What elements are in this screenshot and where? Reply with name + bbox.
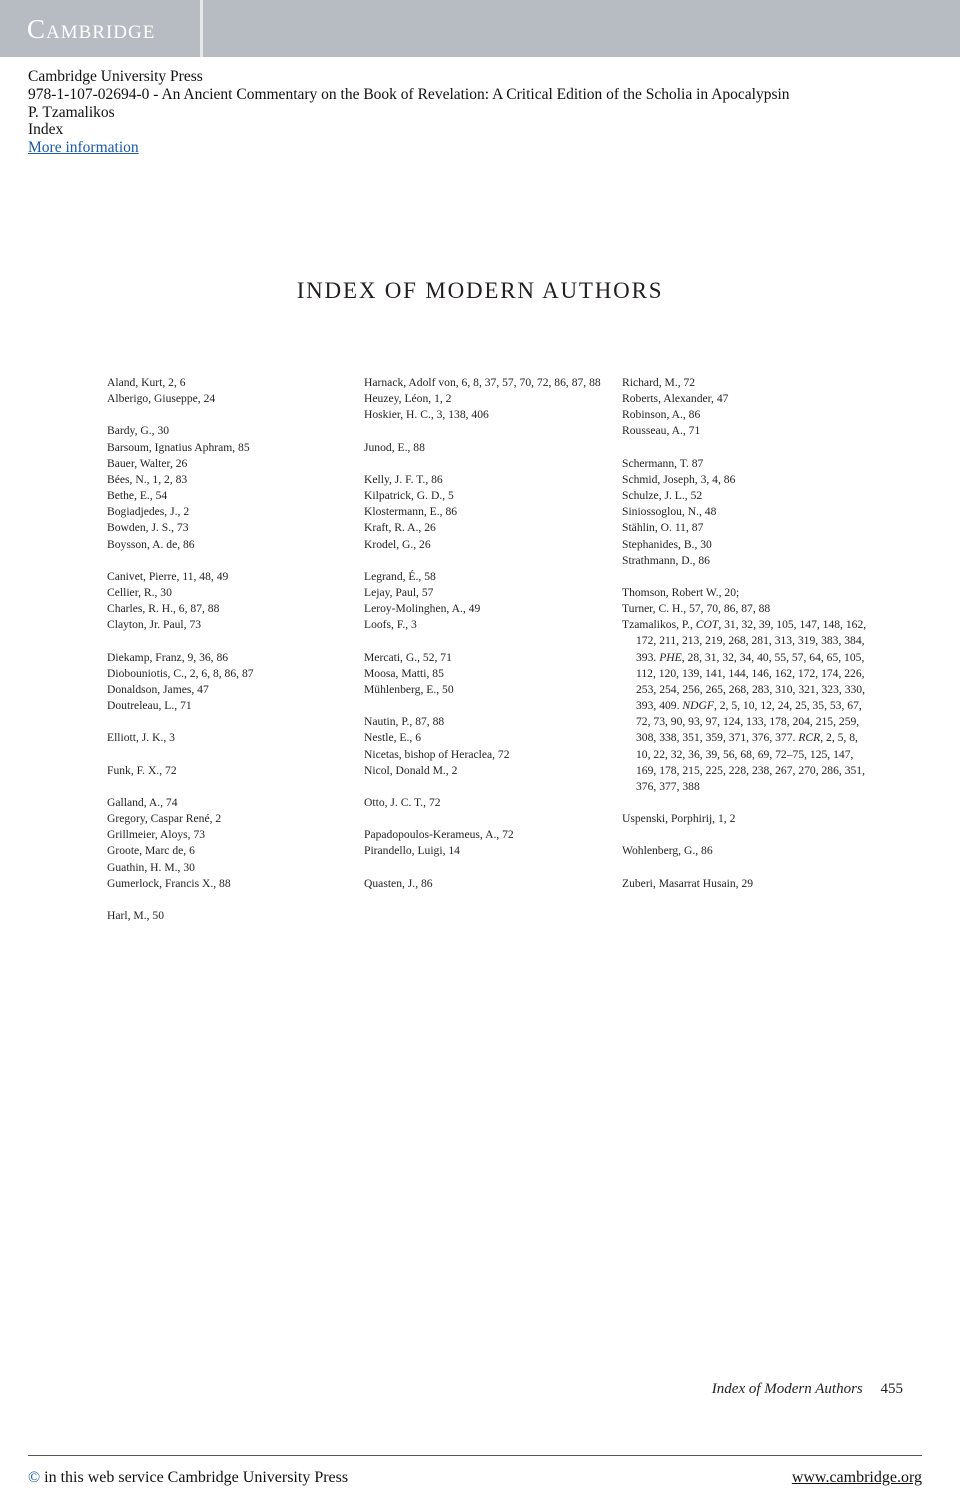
- index-spacer: [107, 633, 347, 649]
- index-entry: Tzamalikos, P., COT, 31, 32, 39, 105, 147, 148, 162, 172, 211, 213, 219, 268, 281, 313, 319, 383, 384, 393. PHE, 28, 31, 32, 34, 40, 55, 57, 64, 65, 105, 112, 120, 139, 141, 144, 146, 162, 172, 174, 226, 253, 254, 256, 265, 268, 283, 310, 321, 323, 330, 393, 409. NDGF, 2, 5, 10, 12, 24, 25, 35, 53, 67, 72, 73, 90, 93, 97, 124, 133, 178, 204, 215, 259, 308, 338, 351, 359, 371, 376, 377. RCR, 2, 5, 8, 10, 22, 32, 36, 39, 56, 68, 69, 72–75, 125, 147, 169, 178, 215, 225, 228, 238, 267, 270, 286, 351, 376, 377, 388: [622, 618, 867, 793]
- index-entry: Turner, C. H., 57, 70, 86, 87, 88: [622, 602, 771, 616]
- index-entry: Moosa, Matti, 85: [364, 666, 444, 680]
- index-entry: Cellier, R., 30: [107, 586, 172, 599]
- index-spacer: [364, 423, 609, 439]
- index-entry: Pirandello, Luigi, 14: [364, 844, 460, 858]
- index-entry: Nautin, P., 87, 88: [364, 715, 445, 729]
- index-spacer: [622, 440, 872, 456]
- index-entry: Kilpatrick, G. D., 5: [364, 489, 454, 503]
- index-entry: Schmid, Joseph, 3, 4, 86: [622, 472, 736, 486]
- index-entry: Legrand, É., 58: [364, 569, 436, 583]
- index-entry: Siniossoglou, N., 48: [622, 505, 717, 519]
- header-info: [28, 68, 790, 157]
- banner-divider: [200, 0, 203, 57]
- index-entry: Mühlenberg, E., 50: [364, 682, 454, 696]
- index-entry: Klostermann, E., 86: [364, 505, 458, 519]
- index-entry: Boysson, A. de, 86: [107, 537, 195, 551]
- index-spacer: [364, 779, 609, 795]
- index-spacer: [622, 827, 872, 843]
- index-entry: Mercati, G., 52, 71: [364, 650, 452, 664]
- section-line: Index: [28, 121, 64, 139]
- index-spacer: [622, 569, 872, 585]
- cambridge-website-link[interactable]: www.cambridge.org: [791, 1469, 922, 1486]
- index-entry: Uspenski, Porphirij, 1, 2: [622, 812, 736, 826]
- index-spacer: [107, 553, 347, 569]
- index-entry: Groote, Marc de, 6: [107, 844, 195, 858]
- running-footer: [712, 1381, 903, 1398]
- index-entry: Bogiadjedes, J., 2: [107, 505, 190, 519]
- index-entry: Elliott, J. K., 3: [107, 731, 175, 745]
- index-spacer: [107, 407, 347, 423]
- index-entry: Barsoum, Ignatius Aphram, 85: [107, 440, 250, 454]
- index-entry: Kelly, J. F. T., 86: [364, 472, 443, 486]
- index-entry: Strathmann, D., 86: [622, 553, 710, 567]
- index-entry: Richard, M., 72: [622, 376, 696, 389]
- index-entry: Quasten, J., 86: [364, 876, 433, 890]
- index-spacer: [364, 811, 609, 827]
- index-entry: Wohlenberg, G., 86: [622, 844, 713, 858]
- index-entry: Bardy, G., 30: [107, 424, 170, 438]
- index-entry: Bethe, E., 54: [107, 489, 168, 503]
- index-spacer: [622, 795, 872, 811]
- index-entry: Funk, F. X., 72: [107, 763, 177, 777]
- index-column-2: [364, 375, 609, 892]
- index-entry: Thomson, Robert W., 20;: [622, 586, 740, 599]
- index-entry: Roberts, Alexander, 47: [622, 392, 729, 406]
- footer-divider: [28, 1455, 922, 1456]
- index-entry: Stephanides, B., 30: [622, 537, 712, 551]
- index-entry: Aland, Kurt, 2, 6: [107, 376, 186, 389]
- index-spacer: [364, 633, 609, 649]
- index-spacer: [364, 860, 609, 876]
- index-entry: Papadopoulos-Kerameus, A., 72: [364, 828, 514, 842]
- index-entry: Diekamp, Franz, 9, 36, 86: [107, 650, 229, 664]
- index-spacer: [107, 714, 347, 730]
- top-banner: [0, 0, 960, 57]
- index-entry: Diobouniotis, C., 2, 6, 8, 86, 87: [107, 666, 254, 680]
- index-spacer: [107, 892, 347, 908]
- index-column-1: [107, 375, 347, 924]
- index-entry: Robinson, A., 86: [622, 408, 701, 422]
- index-entry: Gregory, Caspar René, 2: [107, 812, 222, 826]
- index-entry: Bauer, Walter, 26: [107, 456, 188, 470]
- index-entry: Nestle, E., 6: [364, 731, 421, 745]
- index-entry: Grillmeier, Aloys, 73: [107, 828, 206, 842]
- more-information-link[interactable]: More information: [28, 139, 139, 157]
- index-entry: Clayton, Jr. Paul, 73: [107, 618, 202, 632]
- index-entry: Schulze, J. L., 52: [622, 489, 703, 503]
- index-entry: Krodel, G., 26: [364, 537, 431, 551]
- index-entry: Zuberi, Masarrat Husain, 29: [622, 876, 754, 890]
- index-entry: Junod, E., 88: [364, 440, 425, 454]
- index-entry: Harnack, Adolf von, 6, 8, 37, 57, 70, 72, 86, 87, 88: [364, 376, 601, 389]
- index-entry: Harl, M., 50: [107, 909, 164, 923]
- index-spacer: [107, 747, 347, 763]
- index-entry: Rousseau, A., 71: [622, 424, 701, 438]
- index-entry: Bées, N., 1, 2, 83: [107, 472, 188, 486]
- index-entry: Lejay, Paul, 57: [364, 585, 434, 599]
- index-entry: Canivet, Pierre, 11, 48, 49: [107, 569, 229, 583]
- footer-copyright: [28, 1469, 348, 1487]
- index-spacer: [364, 698, 609, 714]
- index-spacer: [622, 860, 872, 876]
- isbn-title-line: 978-1-107-02694-0 - An Ancient Commentary on the Book of Revelation: A Critical Edition of the Scholia in Apocalypsin: [28, 85, 790, 103]
- index-entry: Hoskier, H. C., 3, 138, 406: [364, 408, 489, 422]
- page-title: INDEX OF MODERN AUTHORS: [296, 278, 664, 303]
- index-entry: Stählin, O. 11, 87: [622, 521, 704, 535]
- index-entry: Bowden, J. S., 73: [107, 521, 189, 535]
- index-entry: Loofs, F., 3: [364, 618, 417, 632]
- cambridge-logo[interactable]: [0, 0, 200, 57]
- running-footer-label: Index of Modern Authors: [711, 1381, 863, 1397]
- index-entry: Otto, J. C. T., 72: [364, 795, 441, 809]
- index-entry: Charles, R. H., 6, 87, 88: [107, 602, 220, 616]
- copyright-icon: ©: [28, 1469, 41, 1486]
- author-line: P. Tzamalikos: [28, 103, 115, 121]
- index-entry: Alberigo, Giuseppe, 24: [107, 392, 216, 406]
- logo-text: Cambridge: [27, 14, 156, 44]
- index-spacer: [107, 779, 347, 795]
- index-entry: Gumerlock, Francis X., 88: [107, 876, 231, 890]
- footer-copyright-text: in this web service Cambridge University Press: [44, 1469, 349, 1486]
- index-column-3: [622, 375, 872, 892]
- index-entry: Galland, A., 74: [107, 795, 178, 809]
- index-entry: Guathin, H. M., 30: [107, 860, 195, 874]
- index-entry: Nicol, Donald M., 2: [364, 763, 458, 777]
- page-number: 455: [880, 1381, 903, 1397]
- index-entry: Donaldson, James, 47: [107, 682, 209, 696]
- index-entry: Nicetas, bishop of Heraclea, 72: [364, 747, 510, 761]
- index-spacer: [364, 456, 609, 472]
- index-spacer: [364, 553, 609, 569]
- index-entry: Doutreleau, L., 71: [107, 699, 192, 713]
- publisher-line: Cambridge University Press: [28, 68, 203, 85]
- index-entry: Heuzey, Léon, 1, 2: [364, 392, 452, 406]
- index-entry: Kraft, R. A., 26: [364, 521, 436, 535]
- index-entry: Schermann, T. 87: [622, 456, 704, 470]
- index-entry: Leroy-Molinghen, A., 49: [364, 602, 481, 616]
